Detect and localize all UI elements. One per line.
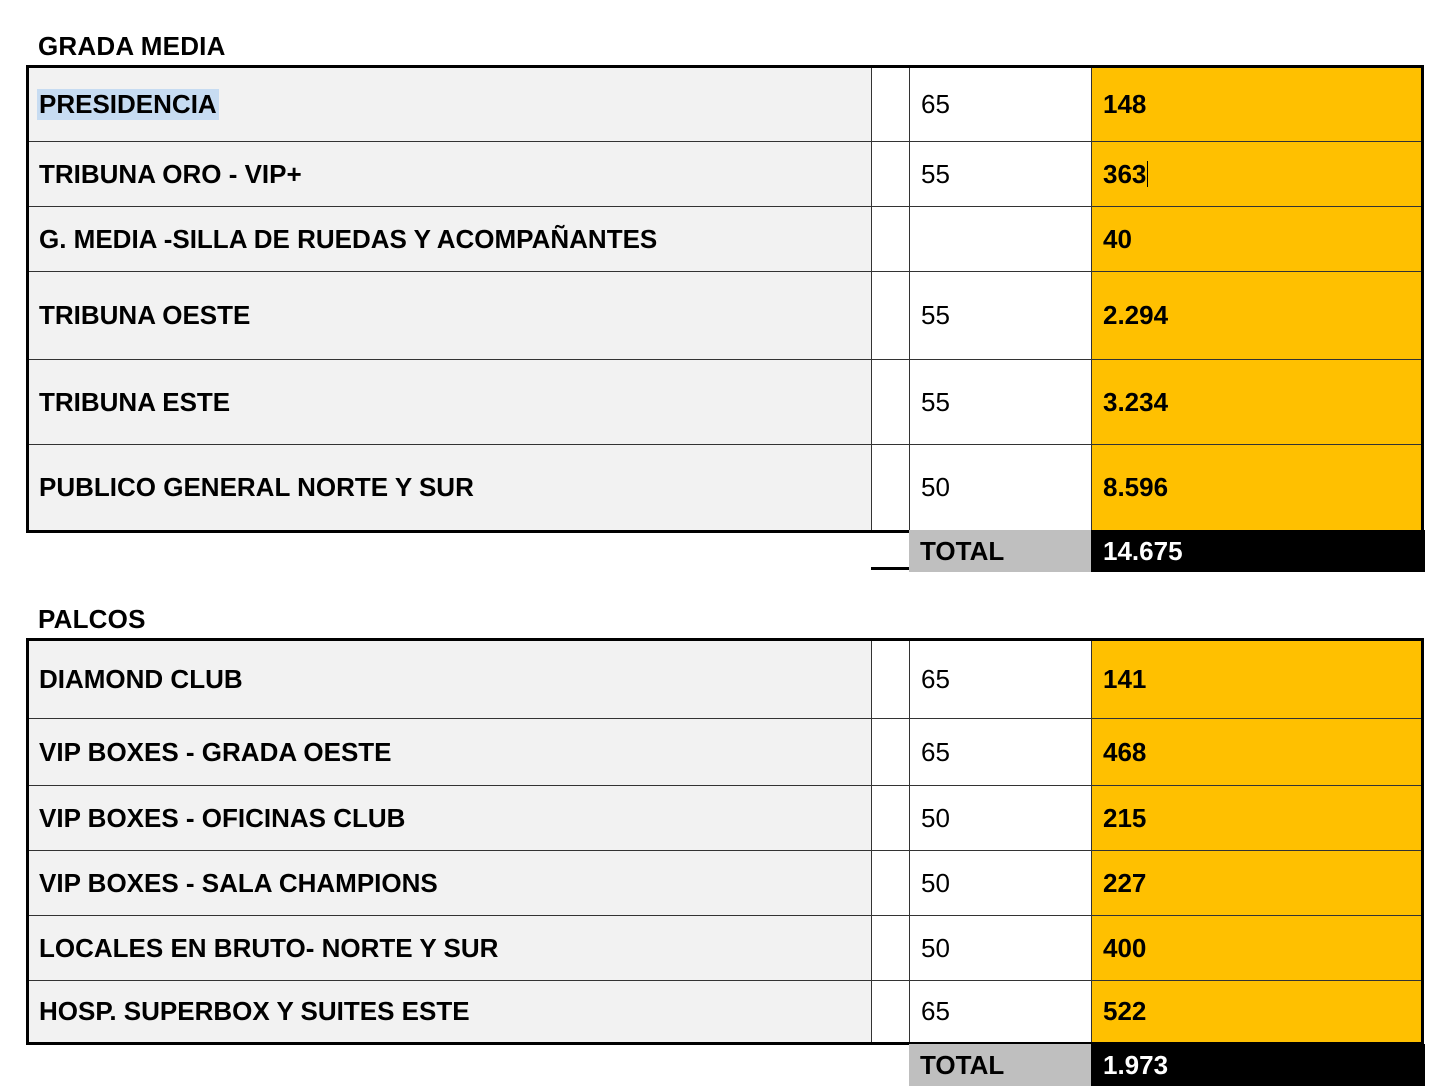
spacer-cell[interactable] xyxy=(872,272,910,359)
spacer-cell[interactable] xyxy=(872,786,910,850)
row-number[interactable]: 55 xyxy=(910,142,1092,206)
total-value[interactable]: 14.675 xyxy=(1091,530,1425,572)
text-cursor xyxy=(1147,161,1148,187)
table-row xyxy=(29,141,1421,206)
row-number[interactable]: 50 xyxy=(910,916,1092,980)
row-value[interactable]: 522 xyxy=(1092,981,1421,1042)
row-label[interactable]: TRIBUNA ESTE xyxy=(29,360,872,444)
row-value[interactable]: 3.234 xyxy=(1092,360,1421,444)
row-number[interactable]: 50 xyxy=(910,786,1092,850)
row-number[interactable]: 50 xyxy=(910,851,1092,915)
row-label[interactable]: HOSP. SUPERBOX Y SUITES ESTE xyxy=(29,981,872,1042)
table-row xyxy=(29,444,1421,530)
row-number[interactable]: 55 xyxy=(910,272,1092,359)
row-number[interactable] xyxy=(910,207,1092,271)
spacer-cell[interactable] xyxy=(872,445,910,530)
total-value[interactable]: 1.973 xyxy=(1091,1044,1425,1086)
spacer-cell[interactable] xyxy=(872,719,910,785)
section-title-grada-media: GRADA MEDIA xyxy=(38,31,226,61)
grada-media-table xyxy=(26,65,1424,533)
table-row xyxy=(29,718,1421,785)
spacer-cell[interactable] xyxy=(872,981,910,1042)
spacer-cell[interactable] xyxy=(872,142,910,206)
table-row xyxy=(29,68,1421,141)
row-value[interactable]: 400 xyxy=(1092,916,1421,980)
row-value[interactable]: 148 xyxy=(1092,68,1421,141)
palcos-total-row xyxy=(909,1044,1425,1086)
table-row xyxy=(29,980,1421,1042)
table-row xyxy=(29,641,1421,718)
total-label[interactable]: TOTAL xyxy=(909,530,1091,572)
spacer-cell[interactable] xyxy=(872,207,910,271)
row-label[interactable]: VIP BOXES - OFICINAS CLUB xyxy=(29,786,872,850)
row-label[interactable]: G. MEDIA -SILLA DE RUEDAS Y ACOMPAÑANTES xyxy=(29,207,872,271)
total-label[interactable]: TOTAL xyxy=(909,1044,1091,1086)
row-label-cell[interactable] xyxy=(29,68,872,141)
row-label[interactable]: PUBLICO GENERAL NORTE Y SUR xyxy=(29,445,872,530)
row-value[interactable]: 468 xyxy=(1092,719,1421,785)
spacer-cell[interactable] xyxy=(872,916,910,980)
row-label[interactable]: TRIBUNA OESTE xyxy=(29,272,872,359)
row-value-cell[interactable] xyxy=(1092,142,1421,206)
palcos-table xyxy=(26,638,1424,1045)
spacer-cell[interactable] xyxy=(872,641,910,718)
row-label: PRESIDENCIA xyxy=(39,89,217,119)
table-row xyxy=(29,785,1421,850)
table-row xyxy=(29,271,1421,359)
table-row xyxy=(29,359,1421,444)
row-number[interactable]: 55 xyxy=(910,360,1092,444)
row-number[interactable]: 65 xyxy=(910,641,1092,718)
table-row xyxy=(29,206,1421,271)
row-value[interactable]: 8.596 xyxy=(1092,445,1421,530)
total-underline xyxy=(871,567,910,570)
row-number[interactable]: 65 xyxy=(910,981,1092,1042)
row-label[interactable]: VIP BOXES - GRADA OESTE xyxy=(29,719,872,785)
spacer-cell[interactable] xyxy=(872,851,910,915)
section-title-palcos: PALCOS xyxy=(38,604,146,634)
row-value[interactable]: 227 xyxy=(1092,851,1421,915)
table-row xyxy=(29,915,1421,980)
row-number[interactable]: 65 xyxy=(910,68,1092,141)
row-label[interactable]: VIP BOXES - SALA CHAMPIONS xyxy=(29,851,872,915)
row-label[interactable]: TRIBUNA ORO - VIP+ xyxy=(29,142,872,206)
spacer-cell[interactable] xyxy=(872,360,910,444)
row-value[interactable]: 40 xyxy=(1092,207,1421,271)
row-value[interactable]: 215 xyxy=(1092,786,1421,850)
row-value[interactable]: 2.294 xyxy=(1092,272,1421,359)
row-label[interactable]: LOCALES EN BRUTO- NORTE Y SUR xyxy=(29,916,872,980)
spacer-cell[interactable] xyxy=(872,68,910,141)
grada-media-total-row xyxy=(909,530,1425,572)
row-value: 363 xyxy=(1103,158,1147,189)
row-number[interactable]: 50 xyxy=(910,445,1092,530)
row-value[interactable]: 141 xyxy=(1092,641,1421,718)
row-label[interactable]: DIAMOND CLUB xyxy=(29,641,872,718)
row-number[interactable]: 65 xyxy=(910,719,1092,785)
table-row xyxy=(29,850,1421,915)
